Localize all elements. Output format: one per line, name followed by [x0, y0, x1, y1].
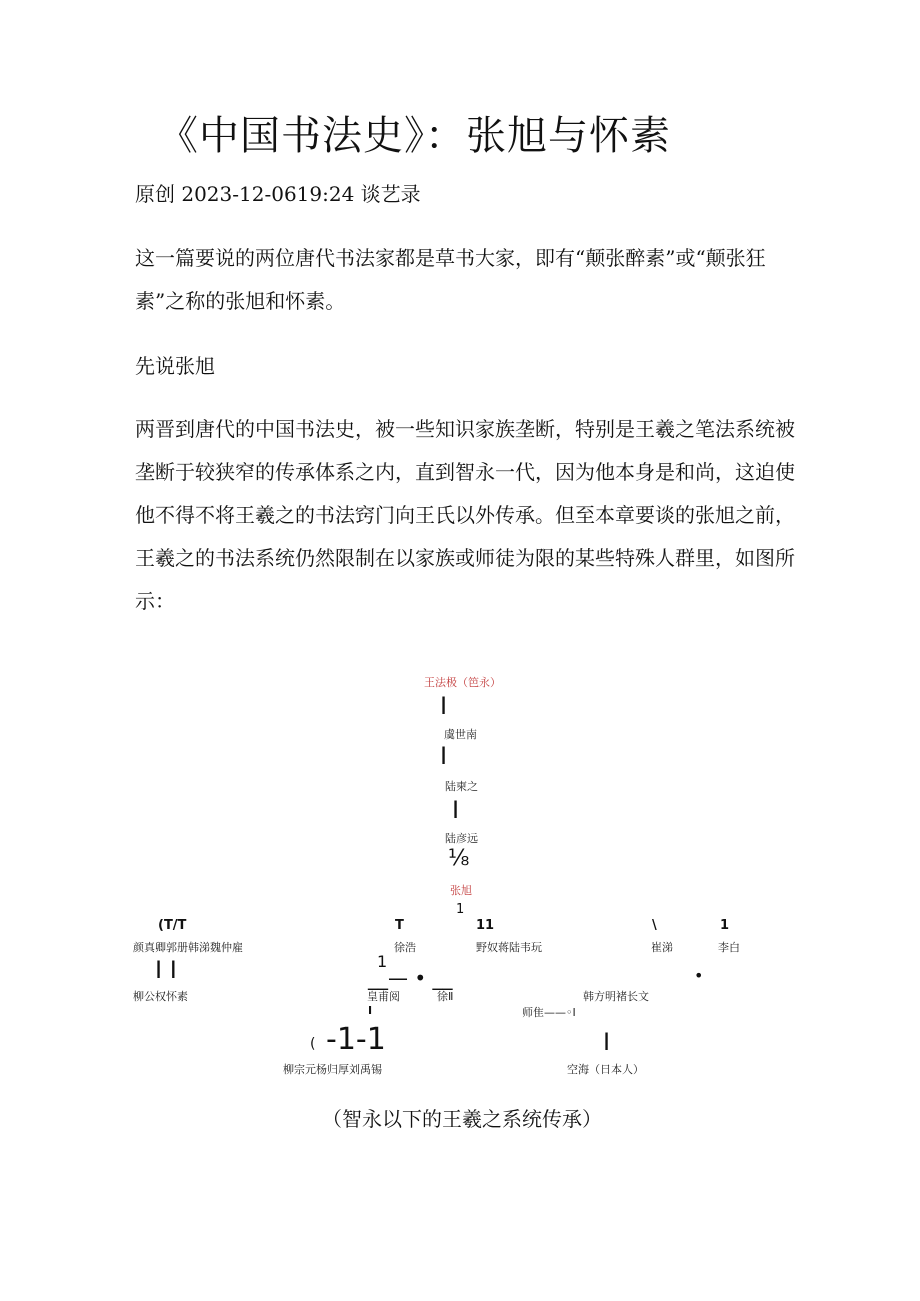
node-zhang-xu: 张旭 [450, 884, 472, 897]
node-xu: 徐Ⅱ [437, 990, 454, 1003]
connector-t: T [395, 918, 404, 933]
node-li-bai: 李白 [718, 941, 740, 954]
paragraph: 先说张旭 [135, 354, 215, 378]
node-top: 王法极（笆永） [424, 676, 501, 689]
node-teacher: 师隹——◦Ⅰ [522, 1006, 576, 1019]
article-meta: 原创 2023-12-0619:24 谈艺录 [135, 182, 421, 206]
connector-small-bar: I [368, 1004, 373, 1017]
node-han-fangming-group: 韩方明褚长文 [583, 990, 649, 1003]
node-lu-jianzhi: 陆柬之 [445, 780, 478, 793]
connector-dot: • [694, 966, 704, 985]
connector-one: 1 [377, 952, 388, 971]
connector-bar: I [440, 742, 448, 770]
paragraph: 这一篇要说的两位唐代书法家都是草书大家，即有“颠张醉素”或“颠张狂素”之称的张旭和怀素。 [135, 246, 766, 313]
node-liu-zongyuan-group: 柳宗元杨归厚刘禹锡 [283, 1063, 382, 1076]
connector-paren: ( [310, 1036, 316, 1052]
node-yu-shinan: 虞世南 [444, 728, 477, 741]
connector-backslash: \ [652, 918, 657, 933]
connector-bar: I [603, 1028, 611, 1056]
connector-bar: I [452, 796, 460, 824]
node-xu-hao: 徐浩 [394, 941, 416, 954]
connector-one: 1 [456, 902, 465, 917]
connector-t-pair: (T/T [158, 918, 187, 933]
node-huangfu: 皇甫阅 [367, 990, 400, 1003]
article-title: 《中国书法史》：张旭与怀素 [158, 113, 671, 159]
paragraph: 两晋到唐代的中国书法史，被一些知识家族垄断，特别是王羲之笔法系统被垄断于较狭窄的传承体系之内，直到智永一代，因为他本身是和尚，这迫使他不得不将王羲之的书法窍门向王氏以外传承。但至本章要谈的张旭之前，王羲之的书法系统仍然限制在以家族或师徒为限的某些特殊人群里，如图所示： [135, 417, 795, 613]
connector-bar: I [440, 692, 448, 720]
figure-caption: （智永以下的王羲之系统传承） [322, 1107, 602, 1131]
node-kukai: 空海（日本人） [567, 1063, 644, 1076]
connector-one: 1 [720, 918, 730, 933]
connector-dash-dot: __— • __ [368, 966, 453, 990]
connector-fraction: ⅛ [448, 846, 470, 871]
node-lu-yanyuan: 陆彦远 [445, 832, 478, 845]
node-mid-group: 野奴蒋陆韦玩 [476, 941, 542, 954]
connector-eleven: 11 [476, 918, 495, 933]
connector-double-bar: I I [155, 956, 177, 984]
connector-big-dashes: -1-1 [326, 1022, 386, 1057]
node-yan-zhenqing-group: 颜真卿郭册韩涕魏仲雇 [133, 941, 243, 954]
node-cui: 崔涕 [651, 941, 673, 954]
node-liu-gongquan-huaisu: 柳公权怀素 [133, 990, 188, 1003]
